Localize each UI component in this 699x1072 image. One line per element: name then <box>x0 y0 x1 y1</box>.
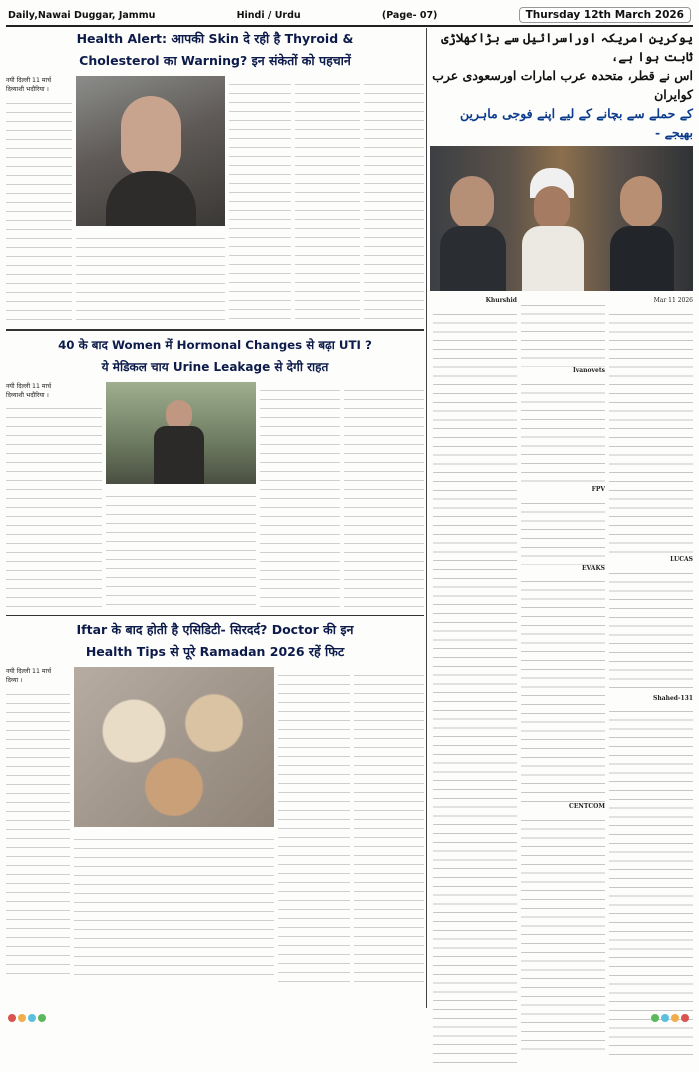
article3-dateline: नयी दिल्ली 11 मार्च <box>6 668 52 675</box>
article-iftar <box>6 619 424 983</box>
masthead <box>8 6 691 24</box>
article2-dateline: नयी दिल्ली 11 मार्च <box>6 382 52 390</box>
article1-dateline: नयी दिल्ली 11 मार्च <box>6 77 52 84</box>
article-uti <box>6 334 424 612</box>
urdu-headline-1: یوکرین امریکہ اوراسرائیل سے بڑاکھلاڑی ثابت ہوا ہے، <box>441 30 693 64</box>
article1-headline-1: Health Alert: आपकी Skin दे रही है Thyroid & <box>76 31 354 46</box>
issue-date: Thursday 12th March 2026 <box>519 7 691 23</box>
footer-dot <box>661 1014 669 1022</box>
column-separator <box>426 28 427 1008</box>
footer <box>8 1012 691 1020</box>
urdu-tag-lucas: LUCAS <box>670 555 693 563</box>
urdu-section <box>430 28 693 1008</box>
section-divider <box>6 329 424 331</box>
article3-byline: दिव्या । <box>6 677 23 685</box>
footer-dot <box>18 1014 26 1022</box>
footer-dot <box>38 1014 46 1022</box>
urdu-headline-3: کے حملے سے بچانے کے لیے اپنے فوجی ماہرین بھیجے - <box>460 106 693 140</box>
article2-photo <box>106 382 256 484</box>
urdu-tag-shahed: 131-Shahed <box>653 694 693 702</box>
urdu-news-photo <box>430 146 693 291</box>
footer-right-dots <box>651 1007 691 1026</box>
article1-headline-2: Cholesterol का Warning? इन संकेतों को पहचानें <box>79 53 351 68</box>
footer-left-dots <box>8 1007 48 1026</box>
footer-dot <box>681 1014 689 1022</box>
article1-byline: दिव्याशी भदौरिया । <box>6 86 49 94</box>
urdu-dateline: 2026 Mar 11 <box>653 297 693 304</box>
footer-dot <box>671 1014 679 1022</box>
paper-name: Daily,Nawai Duggar, Jammu <box>8 9 156 21</box>
urdu-tag-ivanovets: Ivanovets <box>573 367 605 374</box>
urdu-tag-evaks: EVAKS <box>582 564 605 572</box>
urdu-tag-khurshid: Khurshid <box>485 297 517 304</box>
footer-dot <box>28 1014 36 1022</box>
footer-dot <box>651 1014 659 1022</box>
urdu-tag-centcom: CENTCOM <box>569 803 605 811</box>
hindi-section <box>6 28 424 1008</box>
article3-headline-2: Health Tips से पूरे Ramadan 2026 रहें फिट <box>85 644 345 659</box>
page-number: (Page- 07) <box>381 9 438 21</box>
article2-headline-1: 40 के बाद Women में Hormonal Changes से बढ़ा UTI ? <box>58 337 372 352</box>
language-label: Hindi / Urdu <box>236 9 301 21</box>
footer-dot <box>8 1014 16 1022</box>
article1-photo <box>76 76 225 226</box>
article3-headline-1: Iftar के बाद होती है एसिडिटी- सिरदर्द? Doctor की इन <box>76 622 354 637</box>
urdu-tag-fpv: FPV <box>591 485 605 493</box>
section-divider <box>6 615 424 617</box>
article3-photo <box>74 667 274 827</box>
article-skin-warning <box>6 28 424 326</box>
article2-byline: दिव्याशी भदौरिया । <box>6 391 49 399</box>
urdu-headline-2: اس نے قطر، متحدہ عرب امارات اورسعودی عرب کوایران <box>432 68 693 102</box>
masthead-rule <box>6 25 693 27</box>
article2-headline-2: ये मेडिकल चाय Urine Leakage से देगी राहत <box>101 359 329 374</box>
